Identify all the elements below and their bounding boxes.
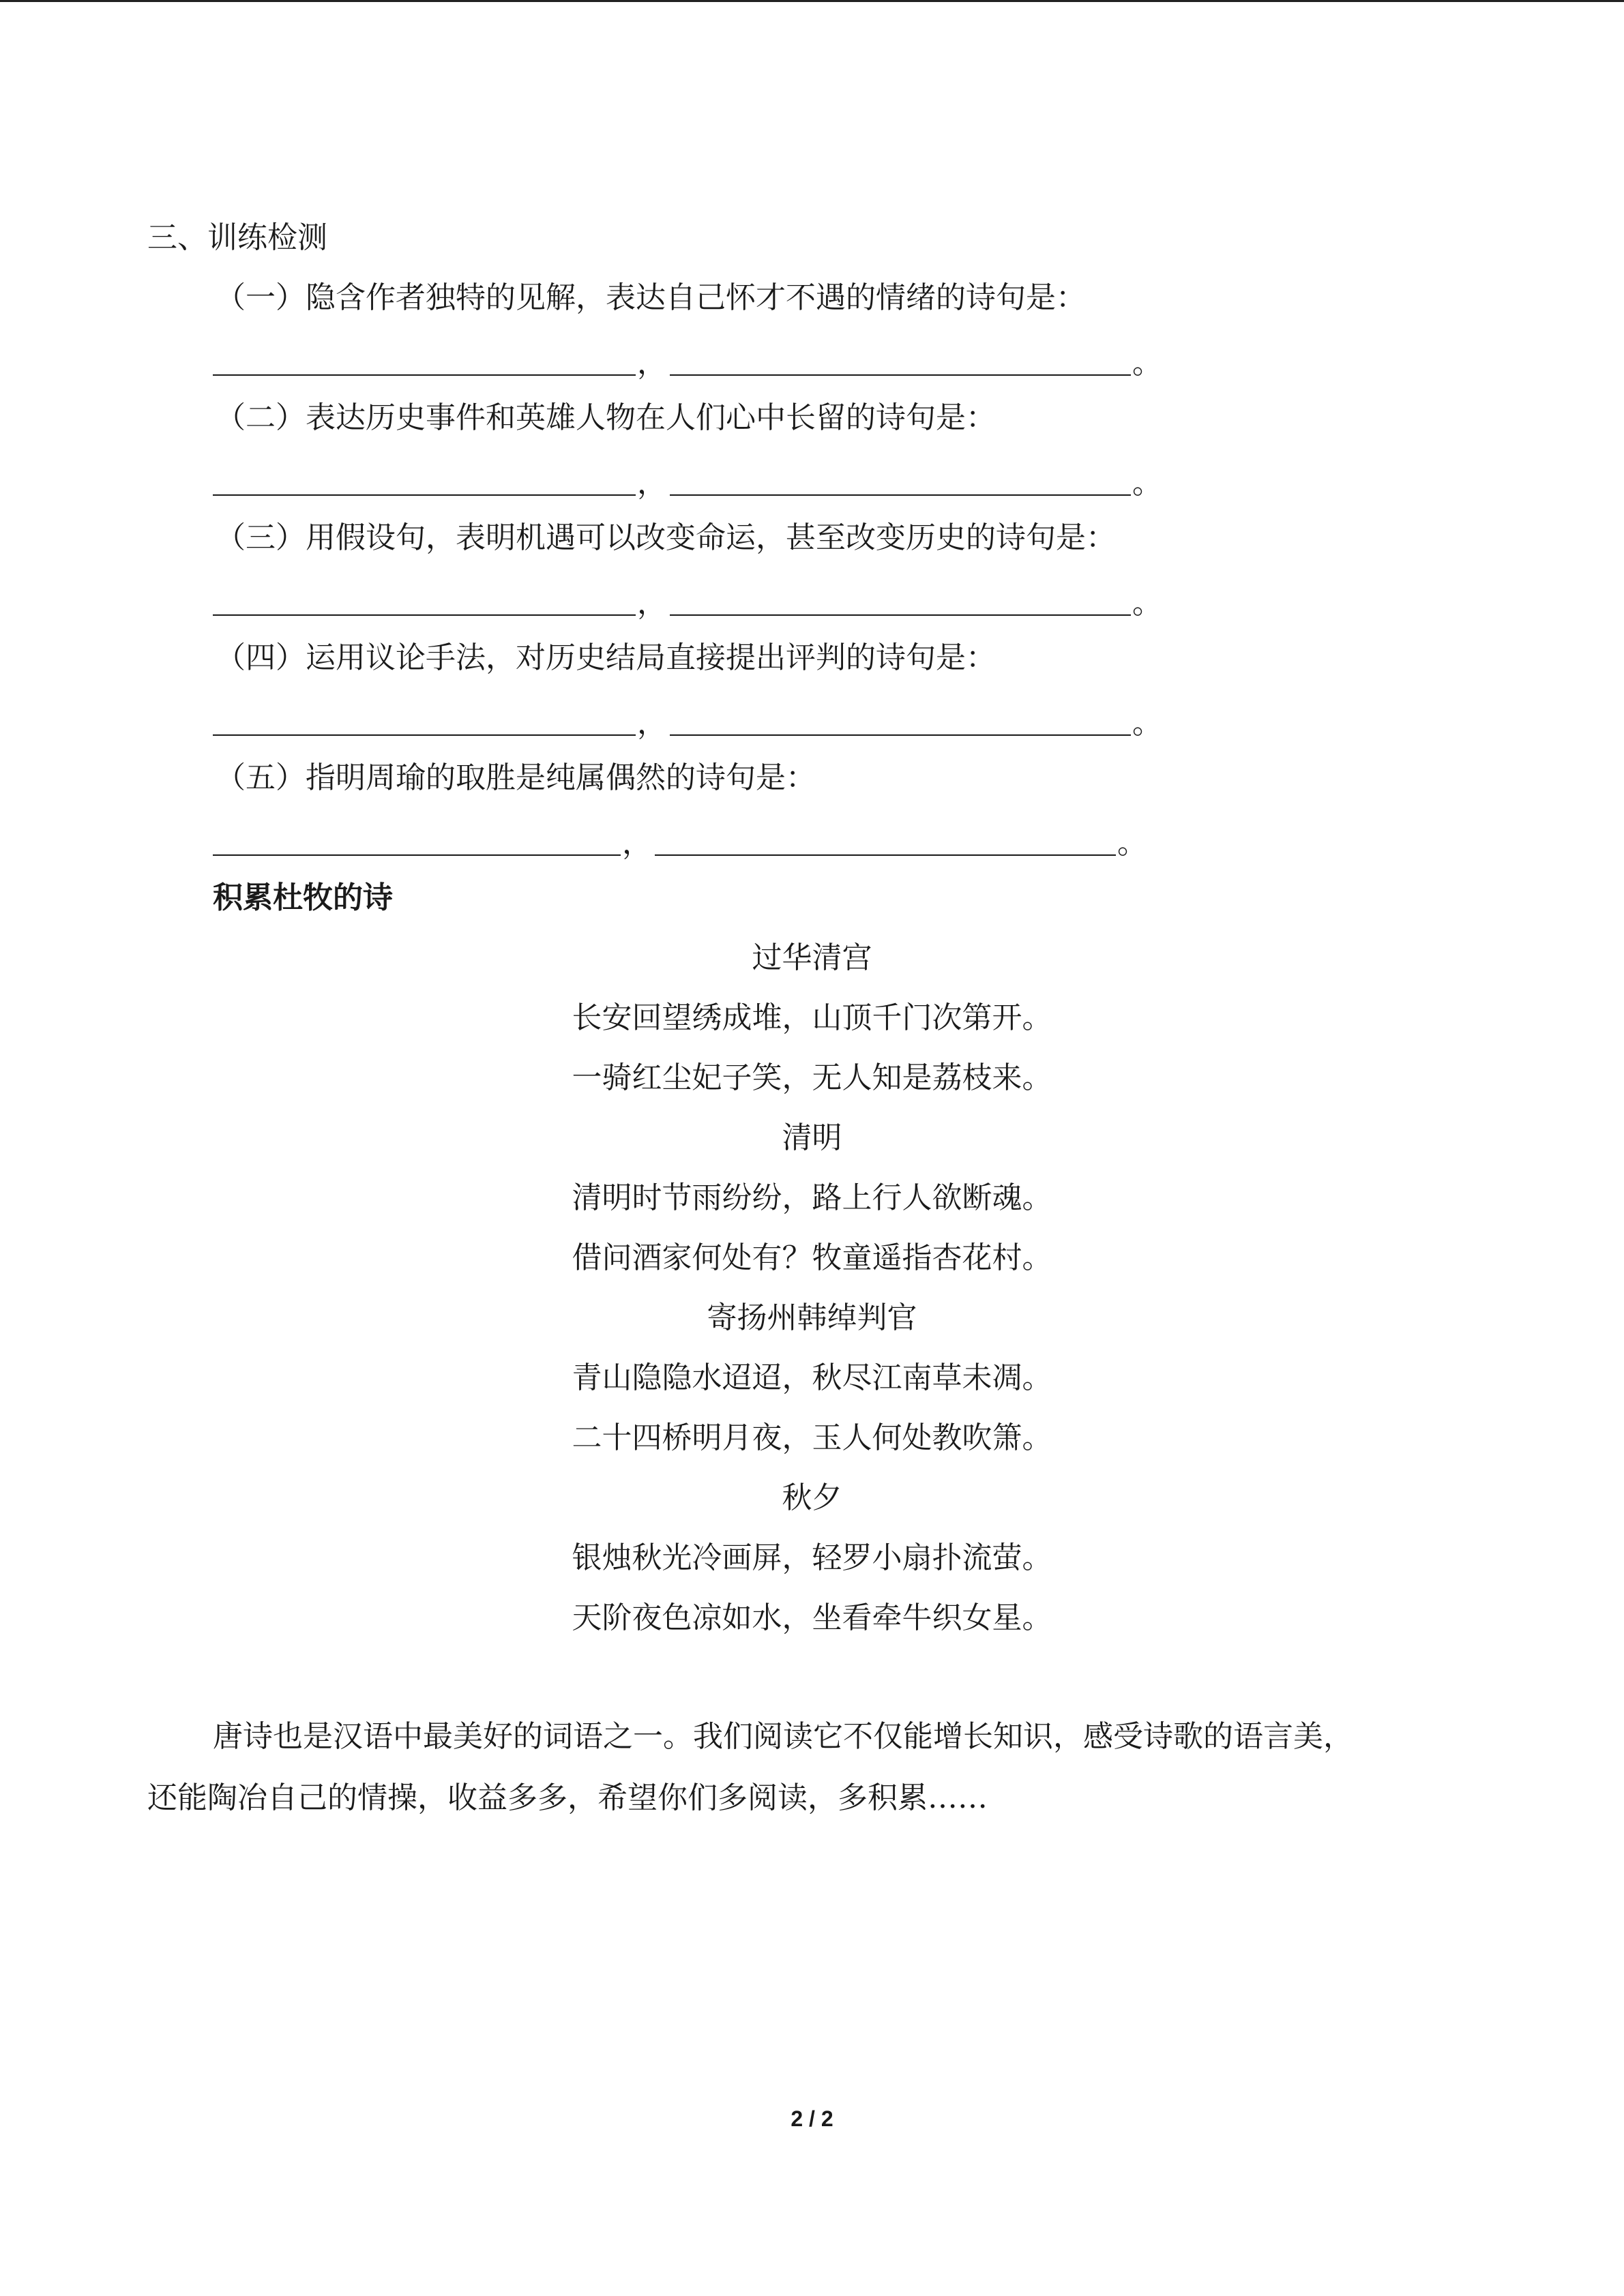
question-3-prompt: （三）用假设句，表明机遇可以改变命运，甚至改变历史的诗句是： bbox=[216, 520, 1116, 555]
question-4-answer-blank-2[interactable] bbox=[670, 734, 1131, 736]
poem-3-title: 寄扬州韩绰判官 bbox=[707, 1300, 917, 1335]
poem-1-line-2: 一骑红尘妃子笑，无人知是荔枝来。 bbox=[572, 1060, 1052, 1095]
question-1-period: 。 bbox=[1132, 346, 1162, 381]
question-5-comma: ， bbox=[622, 826, 652, 861]
question-1-prompt: （一）隐含作者独特的见解，表达自己怀才不遇的情绪的诗句是： bbox=[216, 280, 1086, 315]
question-5-prompt: （五）指明周瑜的取胜是纯属偶然的诗句是： bbox=[216, 760, 816, 795]
poem-4-line-2: 天阶夜色凉如水，坐看牵牛织女星。 bbox=[572, 1600, 1052, 1635]
question-2-period: 。 bbox=[1132, 466, 1162, 501]
poem-3-line-1: 青山隐隐水迢迢，秋尽江南草未凋。 bbox=[572, 1360, 1052, 1395]
poem-1-line-1: 长安回望绣成堆，山顶千门次第开。 bbox=[572, 1000, 1052, 1035]
question-3-period: 。 bbox=[1132, 586, 1162, 621]
closing-paragraph-line-2: 还能陶冶自己的情操，收益多多，希望你们多阅读，多积累…… bbox=[147, 1780, 988, 1815]
poem-3-line-2: 二十四桥明月夜，玉人何处教吹箫。 bbox=[572, 1420, 1052, 1455]
page-number: 2 / 2 bbox=[791, 2106, 833, 2131]
poem-4-title: 秋夕 bbox=[782, 1480, 842, 1515]
closing-paragraph-line-1: 唐诗也是汉语中最美好的词语之一。我们阅读它不仅能增长知识，感受诗歌的语言美， bbox=[213, 1719, 1353, 1754]
poem-4-line-1: 银烛秋光冷画屏，轻罗小扇扑流萤。 bbox=[572, 1540, 1052, 1575]
question-2-answer-blank-1[interactable] bbox=[213, 494, 636, 496]
question-1-answer-blank-1[interactable] bbox=[213, 374, 636, 376]
question-4-period: 。 bbox=[1132, 706, 1162, 741]
question-4-comma: ， bbox=[637, 706, 667, 741]
poem-1-title: 过华清宫 bbox=[752, 940, 872, 975]
accumulate-heading: 积累杜牧的诗 bbox=[213, 880, 393, 915]
question-1-answer-blank-2[interactable] bbox=[670, 374, 1131, 376]
question-3-answer-blank-2[interactable] bbox=[670, 614, 1131, 616]
question-3-answer-blank-1[interactable] bbox=[213, 614, 636, 616]
question-3-comma: ， bbox=[637, 586, 667, 621]
question-4-answer-blank-1[interactable] bbox=[213, 734, 636, 736]
question-2-prompt: （二）表达历史事件和英雄人物在人们心中长留的诗句是： bbox=[216, 400, 996, 435]
question-5-answer-blank-1[interactable] bbox=[213, 854, 621, 856]
question-2-answer-blank-2[interactable] bbox=[670, 494, 1131, 496]
section-heading: 三、训练检测 bbox=[147, 220, 327, 255]
question-2-comma: ， bbox=[637, 466, 667, 501]
question-1-comma: ， bbox=[637, 346, 667, 381]
poem-2-title: 清明 bbox=[782, 1120, 842, 1155]
poem-2-line-2: 借问酒家何处有？牧童遥指杏花村。 bbox=[572, 1240, 1052, 1275]
question-4-prompt: （四）运用议论手法，对历史结局直接提出评判的诗句是： bbox=[216, 640, 996, 675]
poem-2-line-1: 清明时节雨纷纷，路上行人欲断魂。 bbox=[572, 1180, 1052, 1215]
question-5-period: 。 bbox=[1117, 826, 1147, 861]
question-5-answer-blank-2[interactable] bbox=[655, 854, 1116, 856]
